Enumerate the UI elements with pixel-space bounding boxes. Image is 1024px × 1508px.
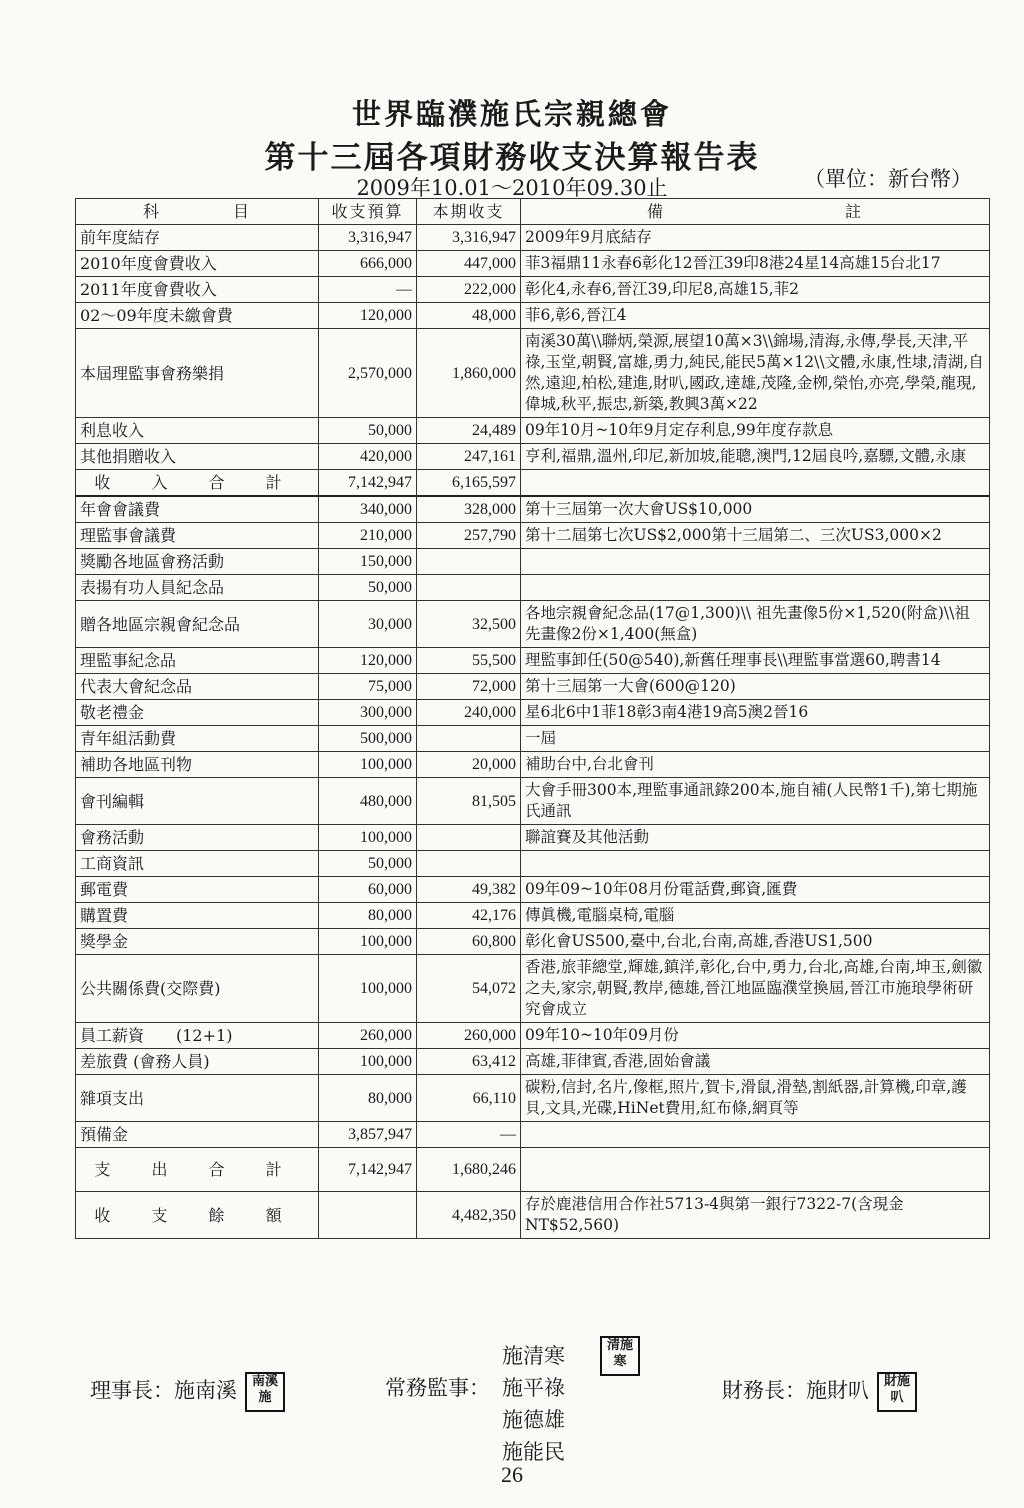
row-remarks: 一屆 [521, 726, 990, 752]
row-subject: 代表大會紀念品 [76, 674, 319, 700]
table-row [76, 303, 990, 329]
row-budget [319, 1192, 417, 1239]
row-actual: 60,800 [417, 929, 521, 955]
table-row [76, 825, 990, 851]
supervisor-list [502, 1340, 565, 1468]
row-budget: 100,000 [319, 825, 417, 851]
row-budget: 50,000 [319, 418, 417, 444]
row-subject: 前年度結存 [76, 225, 319, 251]
row-budget: 420,000 [319, 444, 417, 470]
row-remarks: 09年10月~10年9月定存利息,99年度存款息 [521, 418, 990, 444]
chairman-seal: 南溪施 [245, 1372, 285, 1412]
table-row [76, 1023, 990, 1049]
table-row [76, 329, 990, 418]
row-budget: 60,000 [319, 877, 417, 903]
table-row [76, 225, 990, 251]
row-remarks: 09年10~10年09月份 [521, 1023, 990, 1049]
row-remarks: 高雄,菲律賓,香港,固始會議 [521, 1049, 990, 1075]
row-budget: 300,000 [319, 700, 417, 726]
row-remarks [521, 470, 990, 497]
row-remarks: 2009年9月底結存 [521, 225, 990, 251]
row-actual: 447,000 [417, 251, 521, 277]
supervisor-name: 施清寒 [502, 1344, 565, 1368]
org-title: 世界臨濮施氏宗親總會 [351, 97, 672, 131]
row-remarks: 彰化4,永春6,晉江39,印尼8,高雄15,菲2 [521, 277, 990, 303]
table-row [76, 955, 990, 1023]
row-remarks: 南溪30萬\\聯炳,榮源,展望10萬×3\\錦場,清海,永傳,學長,天津,平祿,玉堂,朝賢,富雄,勇力,純民,能民5萬×12\\文體,永康,性埭,清湖,自然,遠迎,柏松,建進,財叭,國政,達雄,茂隆,金栁,榮怡,亦亮,學榮,龍現,偉城,秋平,振忠,新築,教興3萬×22 [521, 329, 990, 418]
row-budget: 100,000 [319, 1049, 417, 1075]
row-budget: 210,000 [319, 523, 417, 549]
row-actual [417, 851, 521, 877]
table-row [76, 1148, 990, 1192]
row-budget: 75,000 [319, 674, 417, 700]
table-row [76, 778, 990, 825]
row-budget: 100,000 [319, 929, 417, 955]
row-remarks: 碳粉,信封,名片,像框,照片,賀卡,滑鼠,滑墊,割紙器,計算機,印章,護貝,文具,光碟,HiNet費用,紅布條,網頁等 [521, 1075, 990, 1122]
table-row [76, 1049, 990, 1075]
currency-unit: （單位：新台幣） [804, 167, 972, 191]
row-subject: 會刊編輯 [76, 778, 319, 825]
row-subject: 理監事紀念品 [76, 648, 319, 674]
row-actual: 55,500 [417, 648, 521, 674]
row-subject: 本屆理監事會務樂捐 [76, 329, 319, 418]
table-row [76, 1122, 990, 1148]
table-header-row [76, 199, 990, 225]
row-budget: 500,000 [319, 726, 417, 752]
row-actual [417, 575, 521, 601]
row-actual: 72,000 [417, 674, 521, 700]
table-row [76, 700, 990, 726]
row-budget: 150,000 [319, 549, 417, 575]
row-budget: 3,316,947 [319, 225, 417, 251]
table-row [76, 929, 990, 955]
row-remarks: 存於鹿港信用合作社5713-4與第一銀行7322-7(含現金NT$52,560) [521, 1192, 990, 1239]
row-subject: 支 出 合 計 [76, 1148, 319, 1192]
col-subject-header: 科 目 [76, 199, 319, 225]
table-body [76, 225, 990, 1239]
row-remarks: 亨利,福鼎,溫州,印尼,新加坡,能聰,澳門,12屆良吟,嘉驃,文體,永康 [521, 444, 990, 470]
table-row [76, 523, 990, 549]
row-subject: 差旅費 (會務人員) [76, 1049, 319, 1075]
table-row [76, 726, 990, 752]
table-row [76, 851, 990, 877]
row-remarks [521, 575, 990, 601]
row-remarks: 理監事卸任(50@540),新舊任理事長\\理監事當選60,聘書14 [521, 648, 990, 674]
row-remarks: 聯誼賽及其他活動 [521, 825, 990, 851]
row-subject: 2010年度會費收入 [76, 251, 319, 277]
row-remarks [521, 851, 990, 877]
row-budget: 7,142,947 [319, 1148, 417, 1192]
report-title: 第十三屆各項財務收支決算報告表 [264, 140, 760, 176]
table-row [76, 251, 990, 277]
row-budget: 2,570,000 [319, 329, 417, 418]
row-subject: 預備金 [76, 1122, 319, 1148]
supervisor-seal: 清施寒 [600, 1336, 640, 1376]
row-subject: 會務活動 [76, 825, 319, 851]
row-subject: 青年組活動費 [76, 726, 319, 752]
row-actual: 32,500 [417, 601, 521, 648]
row-budget: 30,000 [319, 601, 417, 648]
table-row [76, 1192, 990, 1239]
row-budget: 80,000 [319, 903, 417, 929]
table-row [76, 575, 990, 601]
row-actual: 257,790 [417, 523, 521, 549]
row-remarks: 星6北6中1菲18彰3南4港19高5澳2晉16 [521, 700, 990, 726]
treasurer-signature [722, 1372, 917, 1412]
supervisor-name: 施能民 [502, 1440, 565, 1464]
row-budget: 80,000 [319, 1075, 417, 1122]
row-subject: 獎學金 [76, 929, 319, 955]
row-actual: 1,680,246 [417, 1148, 521, 1192]
supervisor-name: 施德雄 [502, 1408, 565, 1432]
row-subject: 工商資訊 [76, 851, 319, 877]
row-subject: 收 入 合 計 [76, 470, 319, 497]
row-remarks: 菲6,彰6,晉江4 [521, 303, 990, 329]
table-row [76, 903, 990, 929]
row-remarks: 大會手冊300本,理監事通訊錄200本,施自補(人民幣1千),第七期施氏通訊 [521, 778, 990, 825]
table-row [76, 444, 990, 470]
row-subject: 02～09年度未繳會費 [76, 303, 319, 329]
row-actual: 6,165,597 [417, 470, 521, 497]
row-budget: 260,000 [319, 1023, 417, 1049]
row-actual: 4,482,350 [417, 1192, 521, 1239]
row-subject: 敬老禮金 [76, 700, 319, 726]
row-actual: 20,000 [417, 752, 521, 778]
supervisor-name: 施平祿 [502, 1376, 565, 1400]
page-number: 26 [501, 1462, 523, 1487]
row-subject: 2011年度會費收入 [76, 277, 319, 303]
chairman-signature [90, 1372, 285, 1412]
row-actual: 48,000 [417, 303, 521, 329]
row-budget: 50,000 [319, 851, 417, 877]
row-actual: 247,161 [417, 444, 521, 470]
signature-block [0, 1338, 1024, 1464]
table-row [76, 648, 990, 674]
table-row [76, 277, 990, 303]
row-subject: 理監事會議費 [76, 523, 319, 549]
treasurer-label: 財務長：施財叭 [722, 1378, 869, 1403]
row-budget: 480,000 [319, 778, 417, 825]
row-remarks: 第十二屆第七次US$2,000第十三屆第二、三次US3,000×2 [521, 523, 990, 549]
row-remarks: 第十三屆第一大會(600@120) [521, 674, 990, 700]
row-subject: 其他捐贈收入 [76, 444, 319, 470]
col-remarks-header: 備 註 [521, 199, 990, 225]
row-remarks: 09年09~10年08月份電話費,郵資,匯費 [521, 877, 990, 903]
row-actual: 81,505 [417, 778, 521, 825]
table-row [76, 752, 990, 778]
row-actual: 3,316,947 [417, 225, 521, 251]
row-remarks: 補助台中,台北會刊 [521, 752, 990, 778]
row-subject: 表揚有功人員紀念品 [76, 575, 319, 601]
table-row [76, 601, 990, 648]
table-row [76, 549, 990, 575]
row-actual: 240,000 [417, 700, 521, 726]
row-actual: 42,176 [417, 903, 521, 929]
row-remarks [521, 549, 990, 575]
row-subject: 雜項支出 [76, 1075, 319, 1122]
row-actual: 54,072 [417, 955, 521, 1023]
row-actual [417, 825, 521, 851]
row-budget: 120,000 [319, 648, 417, 674]
row-actual: — [417, 1122, 521, 1148]
row-actual: 24,489 [417, 418, 521, 444]
table-row [76, 470, 990, 497]
row-remarks: 彰化會US500,臺中,台北,台南,高雄,香港US1,500 [521, 929, 990, 955]
row-remarks: 各地宗親會紀念品(17@1,300)\\ 祖先畫像5份×1,520(附盒)\\祖先畫像2份×1,400(無盒) [521, 601, 990, 648]
row-budget: 7,142,947 [319, 470, 417, 497]
row-actual: 63,412 [417, 1049, 521, 1075]
row-budget: 50,000 [319, 575, 417, 601]
row-remarks [521, 1122, 990, 1148]
row-remarks: 菲3福鼎11永春6彰化12晉江39印8港24星14高雄15台北17 [521, 251, 990, 277]
row-actual: 1,860,000 [417, 329, 521, 418]
row-subject: 收 支 餘 額 [76, 1192, 319, 1239]
row-remarks: 第十三屆第一次大會US$10,000 [521, 496, 990, 523]
row-subject: 購置費 [76, 903, 319, 929]
row-actual: 49,382 [417, 877, 521, 903]
row-subject: 獎勵各地區會務活動 [76, 549, 319, 575]
row-actual [417, 549, 521, 575]
row-actual: 222,000 [417, 277, 521, 303]
table-row [76, 674, 990, 700]
row-actual: 66,110 [417, 1075, 521, 1122]
row-remarks [521, 1148, 990, 1192]
col-actual-header: 本期收支 [417, 199, 521, 225]
financial-report-table [75, 198, 990, 1239]
row-remarks: 香港,旅菲總堂,輝雄,鎮洋,彰化,台中,勇力,台北,高雄,台南,坤玉,劍徽之夫,家宗,朝賢,教岸,德雄,晉江地區臨濮堂換屆,晉江市施琅學術研究會成立 [521, 955, 990, 1023]
row-actual: 328,000 [417, 496, 521, 523]
row-subject: 郵電費 [76, 877, 319, 903]
row-budget: 340,000 [319, 496, 417, 523]
supervisor-label: 常務監事： [385, 1376, 490, 1400]
row-budget: 666,000 [319, 251, 417, 277]
row-subject: 員工薪資 (12+1) [76, 1023, 319, 1049]
row-budget: 120,000 [319, 303, 417, 329]
row-budget: 3,857,947 [319, 1122, 417, 1148]
table-row [76, 877, 990, 903]
row-budget: 100,000 [319, 955, 417, 1023]
row-budget: 100,000 [319, 752, 417, 778]
row-remarks: 傳眞機,電腦桌椅,電腦 [521, 903, 990, 929]
row-subject: 補助各地區刊物 [76, 752, 319, 778]
row-budget: — [319, 277, 417, 303]
row-subject: 公共關係費(交際費) [76, 955, 319, 1023]
col-budget-header: 收支預算 [319, 199, 417, 225]
treasurer-seal: 財施叭 [877, 1372, 917, 1412]
row-actual: 260,000 [417, 1023, 521, 1049]
table-row [76, 496, 990, 523]
row-subject: 年會會議費 [76, 496, 319, 523]
table-row [76, 418, 990, 444]
row-subject: 贈各地區宗親會紀念品 [76, 601, 319, 648]
report-period: 2009年10.01～2010年09.30止 [356, 176, 668, 200]
row-actual [417, 726, 521, 752]
row-subject: 利息收入 [76, 418, 319, 444]
chairman-label: 理事長：施南溪 [90, 1378, 237, 1403]
table-row [76, 1075, 990, 1122]
